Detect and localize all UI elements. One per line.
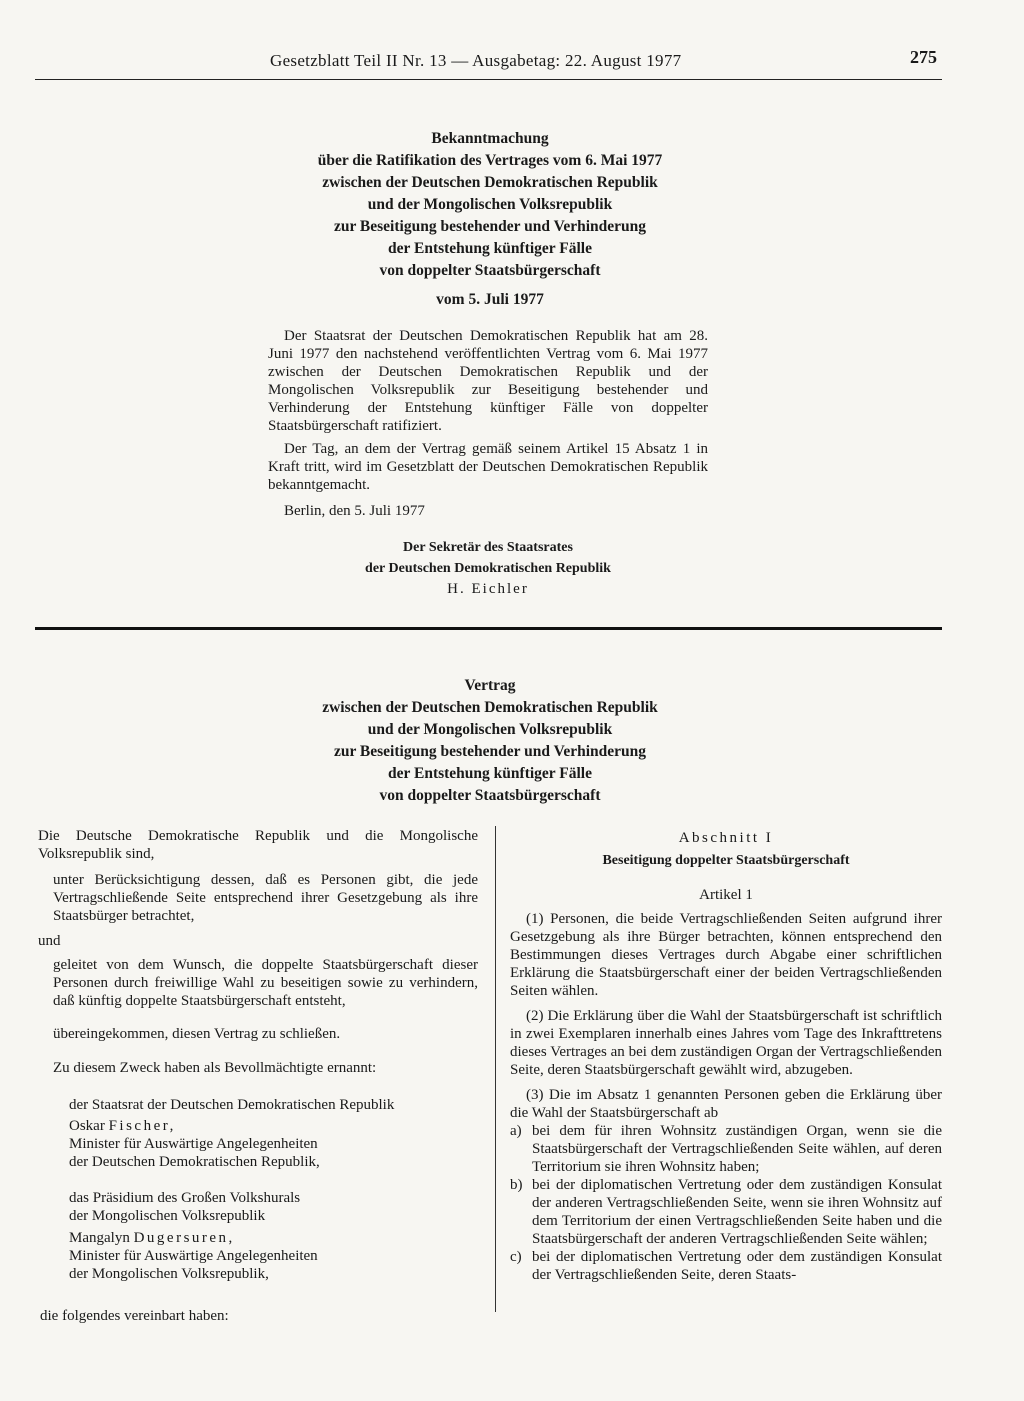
announcement-heading-line: zwischen der Deutschen Demokratischen Republik (322, 174, 658, 191)
preamble-wish: geleitet von dem Wunsch, die doppelte Staatsbürgerschaft dieser Personen durch freiwillige Wahl zu beseitigen sowie zu verhindern, daß künftig doppelte Staatsbürgerschaft entsteht, (53, 957, 478, 1009)
party2-role: Minister für Auswärtige Angelegenheiten (69, 1248, 318, 1264)
treaty-heading-line: der Entstehung künftiger Fälle (388, 765, 592, 782)
announcement-heading-line: von doppelter Staatsbürgerschaft (379, 262, 601, 279)
preamble-intro: Die Deutsche Demokratische Republik und die Mongolische Volksrepublik sind, (38, 828, 478, 862)
announcement-date: vom 5. Juli 1977 (436, 291, 544, 308)
preamble-agreed: übereingekommen, diesen Vertrag zu schließen. (53, 1026, 341, 1042)
treaty-heading-line: zwischen der Deutschen Demokratischen Republik (322, 699, 658, 716)
treaty-heading (240, 675, 740, 807)
section-title: Beseitigung doppelter Staatsbürgerschaft (602, 853, 850, 868)
treaty-heading-line: zur Beseitigung bestehender und Verhinderung (333, 743, 647, 760)
section-divider (35, 627, 942, 630)
list-item (510, 1248, 942, 1284)
preamble-column (38, 827, 478, 1325)
signatory-title: Der Sekretär des Staatsrates (403, 540, 573, 555)
header-title: Gesetzblatt Teil II Nr. 13 — Ausgabetag: 22. August 1977 (270, 51, 682, 70)
articles-column (510, 829, 942, 1284)
section-label: Abschnitt I (678, 830, 774, 846)
party1-body: der Staatsrat der Deutschen Demokratischen Republik (69, 1097, 395, 1113)
party1-role: Minister für Auswärtige Angelegenheiten (69, 1136, 318, 1152)
list-item-label: b) (510, 1177, 523, 1193)
preamble-purpose: Zu diesem Zweck haben als Bevollmächtigte ernannt: (53, 1060, 377, 1076)
party1-surname: Fischer, (108, 1118, 176, 1134)
announcement-heading-line: über die Ratifikation des Vertrages vom 6. Mai 1977 (317, 152, 663, 169)
announcement-heading-line: zur Beseitigung bestehender und Verhinderung (333, 218, 647, 235)
signatory-name: H. Eichler (447, 581, 529, 597)
place-and-date: Berlin, den 5. Juli 1977 (284, 503, 425, 519)
article-title: Artikel 1 (699, 887, 753, 903)
list-item (510, 1122, 942, 1176)
party1-role: der Deutschen Demokratischen Republik, (69, 1154, 320, 1170)
preamble-and: und (38, 933, 61, 949)
list-item-text: bei der diplomatischen Vertretung oder dem zuständigen Konsulat der anderen Vertragschließenden Seite, wenn sie ihren Wohnsitz auf dem Territorium der einen Vertragschließenden Seite haben und die Staatsbürgerschaft der anderen Vertragschließenden Seite wählen; (532, 1177, 942, 1247)
announcement-heading-line: und der Mongolischen Volksrepublik (367, 196, 613, 213)
preamble-closing: die folgendes vereinbart haben: (40, 1308, 229, 1324)
announcement-paragraph: Der Tag, an dem der Vertrag gemäß seinem Artikel 15 Absatz 1 in Kraft tritt, wird im Gesetzblatt der Deutschen Demokratischen Republik bekanntgemacht. (268, 441, 708, 493)
party2-surname: Dugersuren, (133, 1230, 235, 1246)
article-paragraph: (1) Personen, die beide Vertragschließenden Seiten aufgrund ihrer Gesetzgebung als ihre Bürger betrachten, können entsprechend den Bestimmungen dieses Vertrages durch Abgabe einer schriftlichen Erklärung die Staatsbürgerschaft einer der beiden Vertragschließenden Seiten wählen. (510, 911, 942, 999)
list-item (510, 1176, 942, 1248)
party2-plenipotentiary (38, 1229, 478, 1247)
announcement-paragraph: Der Staatsrat der Deutschen Demokratischen Republik hat am 28. Juni 1977 den nachstehend veröffentlichten Vertrag vom 6. Mai 1977 zwischen der Deutschen Demokratischen Republik und der Mongolischen Volksrepublik zur Beseitigung bestehender und Verhinderung der Entstehung künftiger Fälle von doppelter Staatsbürgerschaft ratifiziert. (268, 328, 708, 434)
treaty-heading-line: von doppelter Staatsbürgerschaft (379, 787, 601, 804)
list-item-label: c) (510, 1249, 522, 1265)
article-paragraph: (2) Die Erklärung über die Wahl der Staatsbürgerschaft ist schriftlich in zwei Exemplaren innerhalb eines Jahres vom Tage des Inkrafttretens dieses Vertrages an bei dem zuständigen Organ der Vertragschließenden Seite, deren Staatsbürgerschaft gewählt wird, abzugeben. (510, 1008, 942, 1078)
article-paragraph: (3) Die im Absatz 1 genannten Personen geben die Erklärung über die Wahl der Staatsbürgerschaft ab (510, 1087, 942, 1121)
list-item-text: bei der diplomatischen Vertretung oder dem zuständigen Konsulat der Vertragschließenden Seite, deren Staats- (532, 1249, 942, 1283)
announcement-heading (240, 128, 740, 282)
signature-block (268, 537, 708, 600)
signatory-title: der Deutschen Demokratischen Republik (365, 561, 611, 576)
announcement-heading-line: Bekanntmachung (431, 130, 549, 147)
announcement-body (268, 327, 708, 494)
list-item-label: a) (510, 1123, 522, 1139)
treaty-heading-line: und der Mongolischen Volksrepublik (367, 721, 613, 738)
announcement-heading-line: der Entstehung künftiger Fälle (388, 240, 592, 257)
preamble-considering: unter Berücksichtigung dessen, daß es Personen gibt, die jede Vertragschließende Seite entsprechend ihrer Gesetzgebung als ihre Staatsbürger betrachtet, (53, 872, 478, 924)
page-number: 275 (910, 47, 937, 67)
list-item-text: bei dem für ihren Wohnsitz zuständigen Organ, wenn sie die Staatsbürgerschaft der Vertragschließenden Seite wählen, auf deren Territorium sie ihren Wohnsitz haben; (532, 1123, 942, 1175)
party2-given-name: Mangalyn (69, 1230, 130, 1246)
party2-body: der Mongolischen Volksrepublik (69, 1208, 266, 1224)
page-header (35, 47, 942, 80)
party2-role: der Mongolischen Volksrepublik, (69, 1266, 269, 1282)
party1-given-name: Oskar (69, 1118, 105, 1134)
column-divider (495, 826, 496, 1312)
party1-plenipotentiary (38, 1117, 478, 1135)
treaty-heading-line: Vertrag (464, 677, 516, 694)
party2-body: das Präsidium des Großen Volkshurals (69, 1190, 301, 1206)
